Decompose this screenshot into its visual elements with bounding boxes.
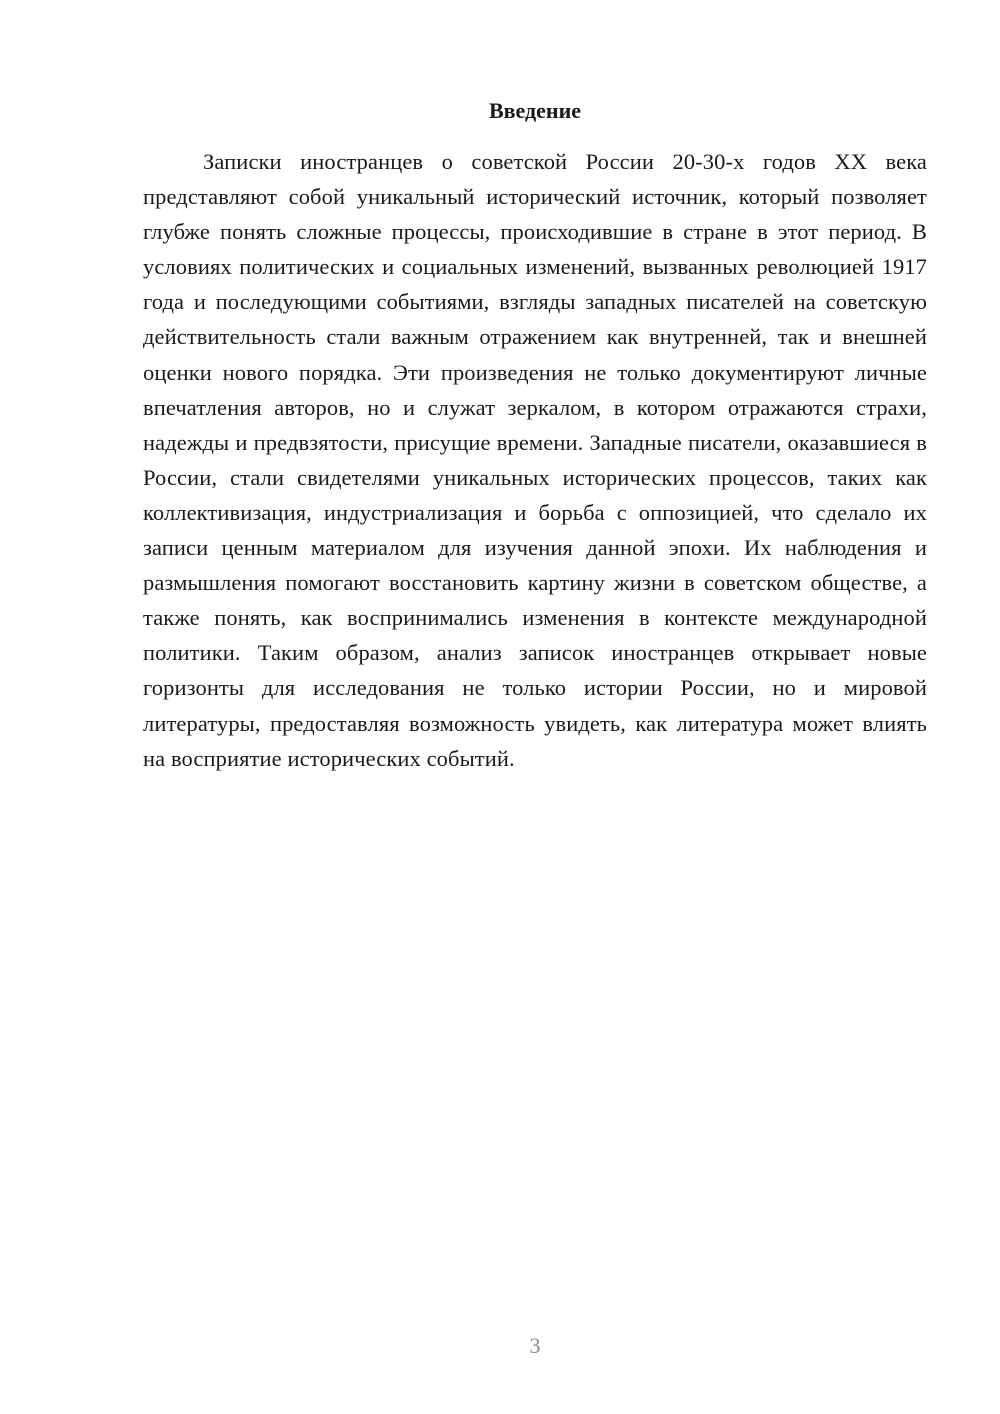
page-number: 3: [529, 1333, 541, 1358]
body-paragraph: Записки иностранцев о советской России 20-30-х годов XX века представляют собой уникальный исторический источник, который позволяет глубже понять сложные процессы, происходившие в стране в этот период. В условиях политических и социальных изменений, вызванных революцией 1917 года и последующими событиями, взгляды западных писателей на советскую действительность стали важным отражением как внутренней, так и внешней оценки нового порядка. Эти произведения не только документируют личные впечатления авторов, но и служат зеркалом, в котором отражаются страхи, надежды и предвзятости, присущие времени. Западные писатели, оказавшиеся в России, стали свидетелями уникальных исторических процессов, таких как коллективизация, индустриализация и борьба с оппозицией, что сделало их записи ценным материалом для изучения данной эпохи. Их наблюдения и размышления помогают восстановить картину жизни в советском обществе, а также понять, как воспринимались изменения в контексте международной политики. Таким образом, анализ записок иностранцев открывает новые горизонты для исследования не только истории России, но и мировой литературы, предоставляя возможность увидеть, как литература может влиять на восприятие исторических событий.: [143, 149, 927, 771]
section-heading: Введение: [488, 98, 582, 123]
